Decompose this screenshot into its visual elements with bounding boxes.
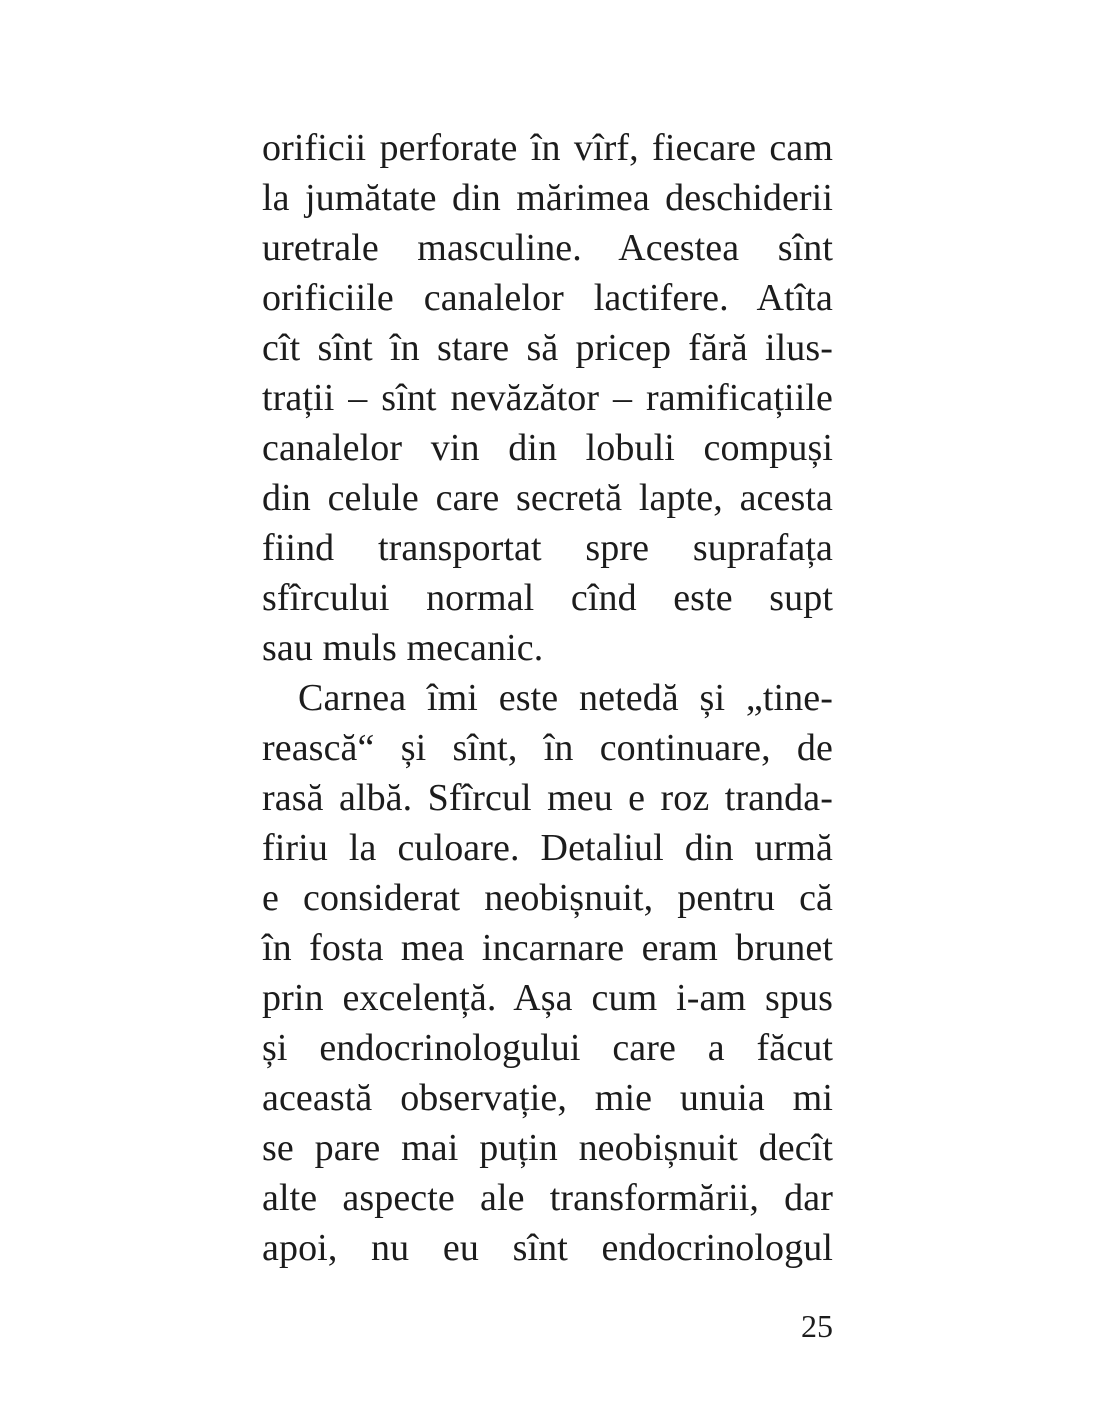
text-line: orificii perforate în vîrf, fiecare cam xyxy=(262,127,833,169)
text-line: e considerat neobișnuit, pentru că xyxy=(262,877,833,919)
text-line: în fosta mea incarnare eram brunet xyxy=(262,927,833,969)
text-line: Carnea îmi este netedă și „tine- xyxy=(298,677,833,719)
text-line: se pare mai puțin neobișnuit decît xyxy=(262,1127,833,1169)
text-line: la jumătate din mărimea deschiderii xyxy=(262,177,833,219)
text-line: fiind transportat spre suprafața xyxy=(262,527,833,569)
text-line: orificiile canalelor lactifere. Atîta xyxy=(262,277,833,319)
text-line: această observație, mie unuia mi xyxy=(262,1077,833,1119)
text-line: canalelor vin din lobuli compuși xyxy=(262,427,833,469)
text-line: din celule care secretă lapte, acesta xyxy=(262,477,833,519)
text-line: firiu la culoare. Detaliul din urmă xyxy=(262,827,833,869)
text-line: sau muls mecanic. xyxy=(262,627,544,669)
body-text xyxy=(262,123,833,1273)
text-line: apoi, nu eu sînt endocrinologul xyxy=(262,1227,833,1269)
text-line: sfîrcului normal cînd este supt xyxy=(262,577,833,619)
text-line: uretrale masculine. Acestea sînt xyxy=(262,227,833,269)
text-line: rasă albă. Sfîrcul meu e roz tranda- xyxy=(262,777,833,819)
text-line: alte aspecte ale transformării, dar xyxy=(262,1177,833,1219)
text-line: cît sînt în stare să pricep fără ilus- xyxy=(262,327,833,369)
text-line: rească“ și sînt, în continuare, de xyxy=(262,727,833,769)
text-line: și endocrinologului care a făcut xyxy=(262,1027,833,1069)
text-line: prin excelență. Așa cum i-am spus xyxy=(262,977,833,1019)
page-number: 25 xyxy=(801,1308,833,1344)
text-line: trații – sînt nevăzător – ramificațiile xyxy=(262,377,833,419)
